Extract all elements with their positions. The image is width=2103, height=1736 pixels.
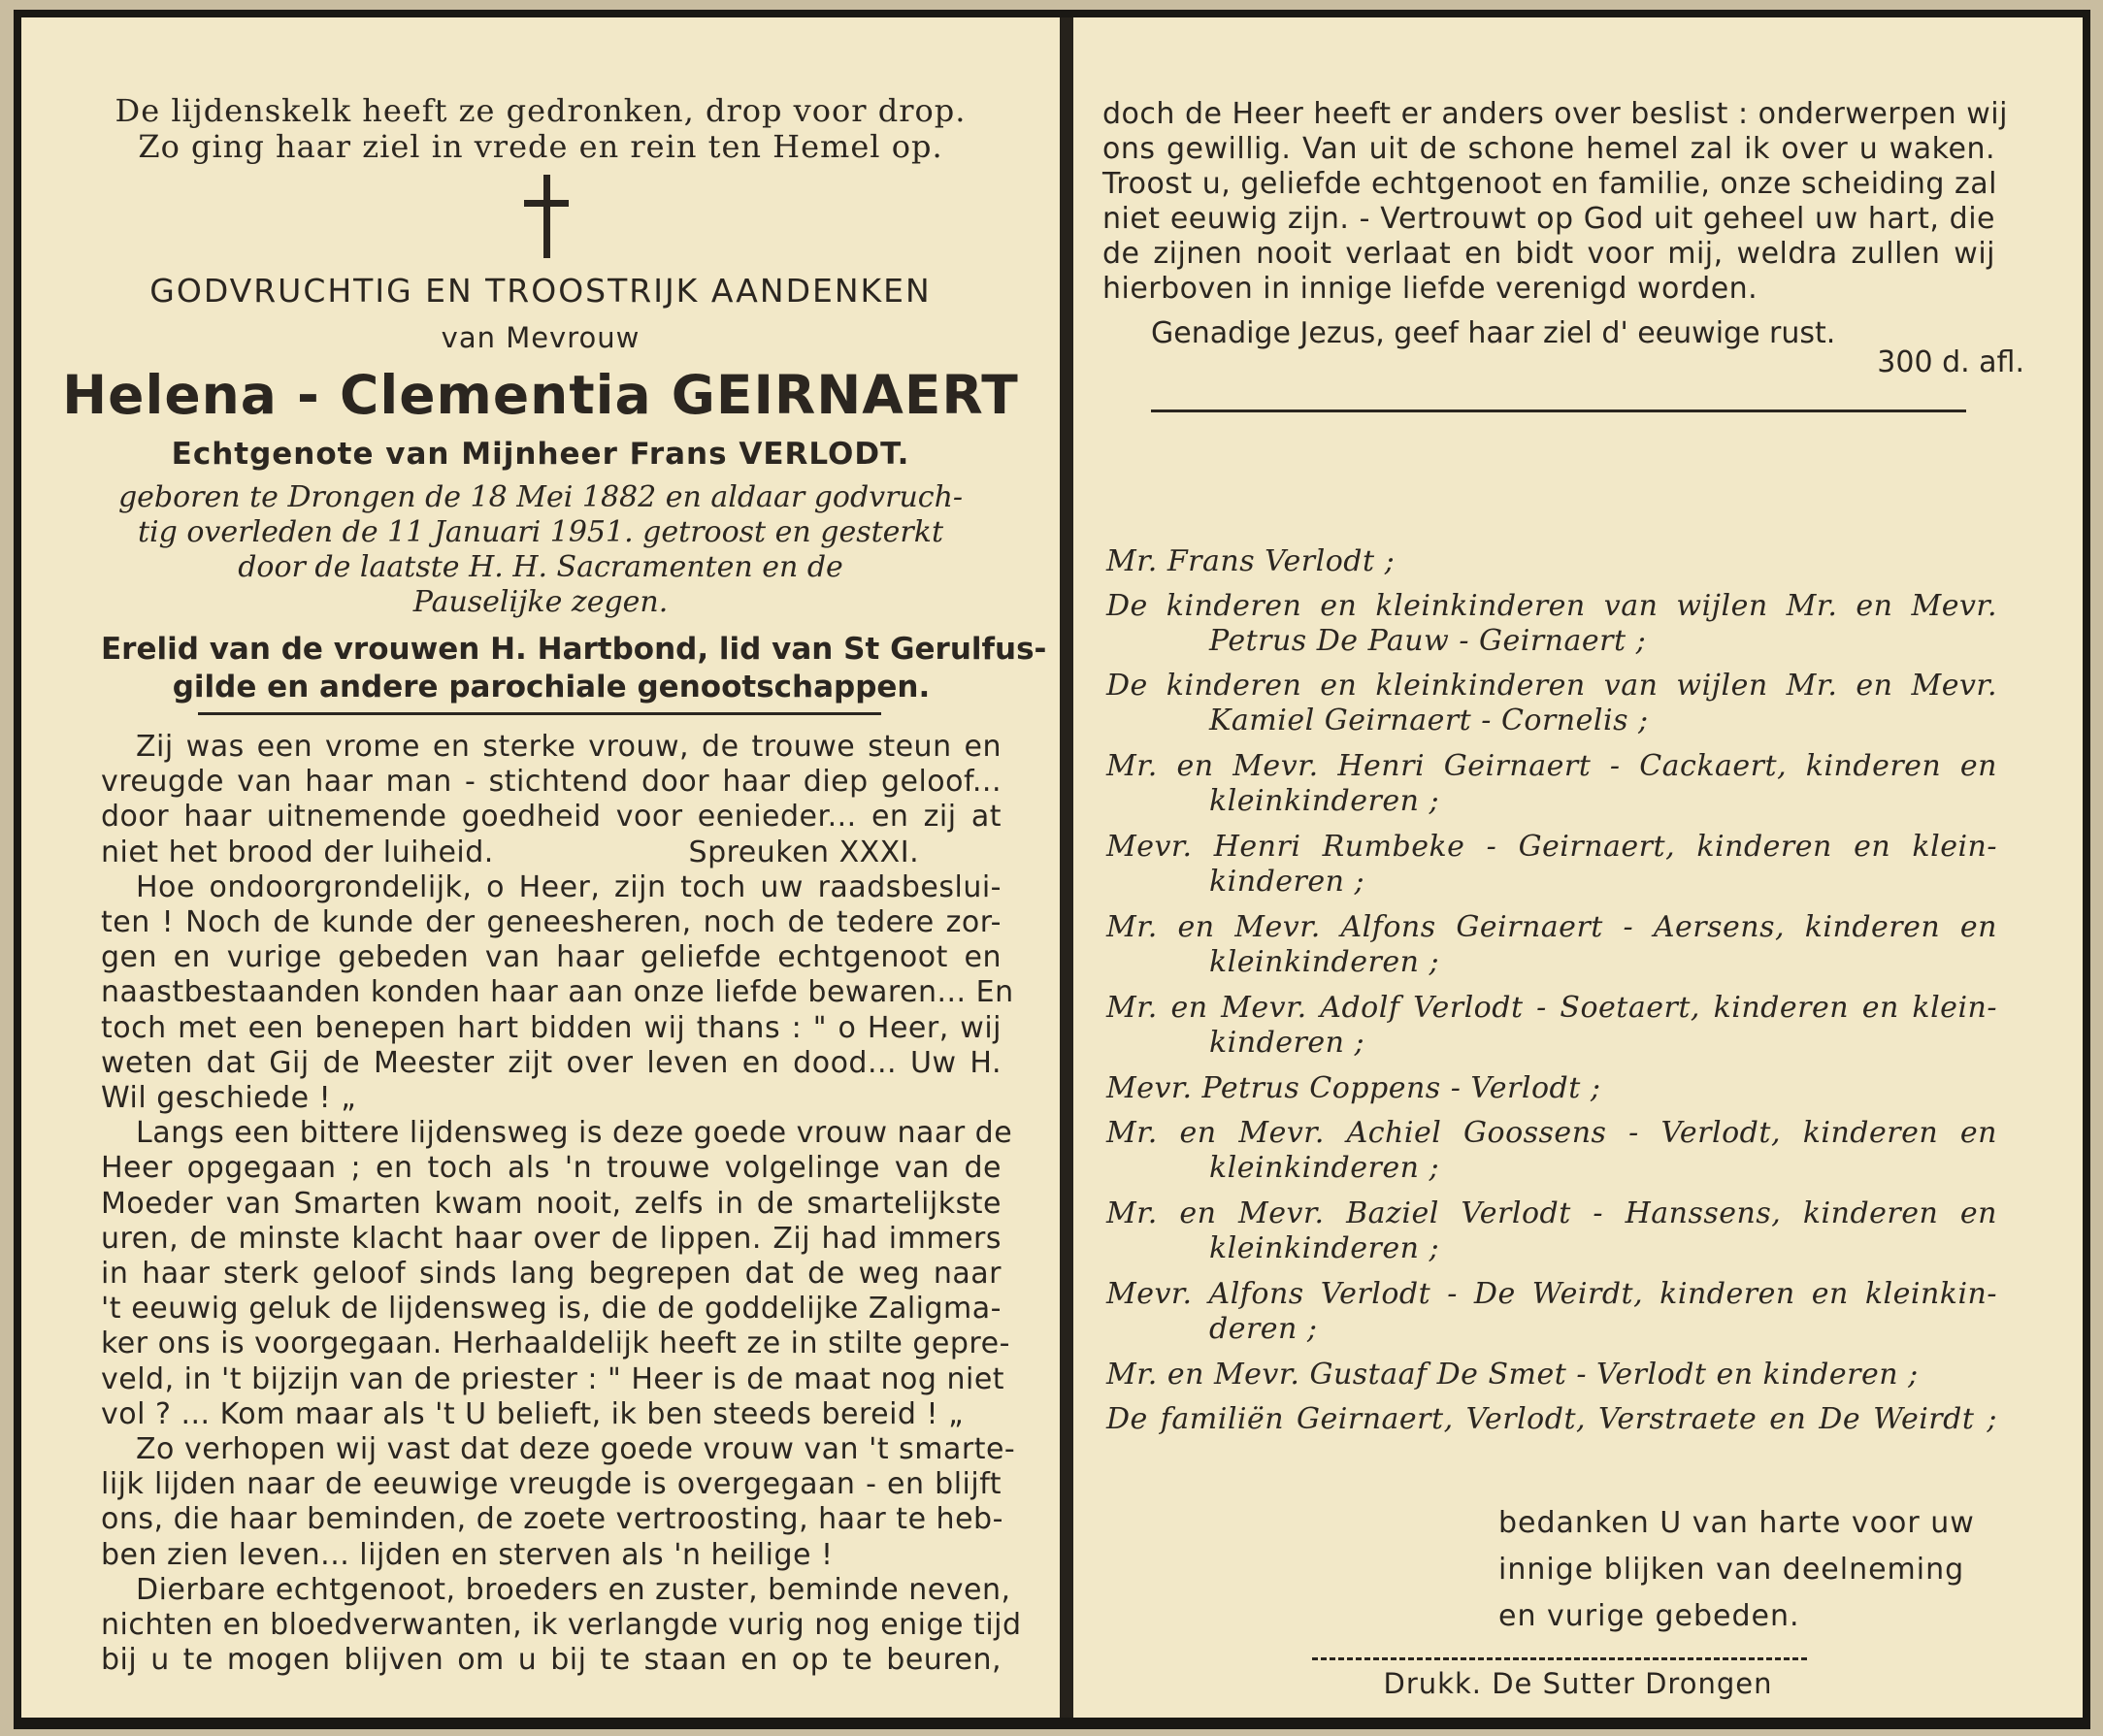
body-line: Langs een bittere lijdensweg is deze goede vrouw naar de xyxy=(136,1116,1013,1151)
family-line: Mevr. Petrus Coppens - Verlodt ; xyxy=(1106,1071,1601,1105)
family-entry xyxy=(1106,1277,1997,1347)
birth-line: door de laatste H. H. Sacramenten en de xyxy=(238,550,843,584)
body-line: lijk lijden naar de eeuwige vreugde is overgegaan - en blijft xyxy=(101,1467,1002,1502)
family-line: Mr. en Mevr. Achiel Goossens - Verlodt, kinderen en xyxy=(1106,1116,1997,1150)
body-line: naastbestaanden konden haar aan onze liefde bewaren... En xyxy=(101,975,1014,1010)
family-line: Petrus De Pauw - Geirnaert ; xyxy=(1209,624,1647,658)
family-line: deren ; xyxy=(1209,1312,1318,1346)
body-line: door haar uitnemende goedheid voor eenieder... en zij at xyxy=(101,800,1002,835)
family-line: Mr. en Mevr. Baziel Verlodt - Hanssens, kinderen en xyxy=(1106,1196,1997,1230)
thanks-text xyxy=(1498,1500,2003,1640)
continued-text xyxy=(1102,97,2008,307)
family-entry xyxy=(1106,910,1997,980)
family-line: Mr. en Mevr. Adolf Verlodt - Soetaert, kinderen en klein- xyxy=(1106,991,1997,1025)
family-line: Mevr. Henri Rumbeke - Geirnaert, kinderen en klein- xyxy=(1106,830,1997,864)
body-line: vreugde van haar man - stichtend door haar diep geloof... xyxy=(101,765,1002,800)
body-line: niet het brood der luiheid. Spreuken XXXI. xyxy=(101,835,920,869)
body-line: weten dat Gij de Meester zijt over leven en dood... Uw H. xyxy=(101,1045,1002,1080)
birth-line: tig overleden de 11 Januari 1951. getroost en gesterkt xyxy=(137,515,943,549)
body-line: niet eeuwig zijn. - Vertrouwt op God uit geheel uw hart, die xyxy=(1102,202,1995,236)
opening-verse xyxy=(60,93,1021,165)
body-line: de zijnen nooit verlaat en bidt voor mij, weldra zullen wij xyxy=(1102,237,1995,271)
verse-line: Zo ging haar ziel in vrede en rein ten Hemel op. xyxy=(138,128,943,165)
body-line: Zo verhopen wij vast dat deze goede vrouw van 't smarte- xyxy=(136,1432,1016,1467)
family-line: Mevr. Alfons Verlodt - De Weirdt, kinderen en kleinkin- xyxy=(1106,1277,1997,1311)
body-line: ons, die haar beminden, de zoete vertroosting, haar te heb- xyxy=(101,1502,1003,1537)
family-entry xyxy=(1106,1196,1997,1266)
right-page xyxy=(1073,17,2083,1718)
body-line: nichten en bloedverwanten, ik verlangde vurig nog enige tijd xyxy=(101,1608,1022,1643)
family-entry xyxy=(1106,1402,1997,1437)
family-entry xyxy=(1106,991,1997,1061)
family-entry xyxy=(1106,1116,1997,1186)
body-line: toch met een benepen hart bidden wij thans : " o Heer, wij xyxy=(101,1010,1002,1045)
verse-line: De lijdenskelk heeft ze gedronken, drop voor drop. xyxy=(115,92,967,129)
birth-death-text xyxy=(101,480,980,620)
family-entry xyxy=(1106,1071,1997,1106)
body-line: bij u te mogen blijven om u bij te staan en op te beuren, xyxy=(101,1643,1002,1678)
family-entry xyxy=(1106,830,1997,900)
family-line: kleinkinderen ; xyxy=(1209,1151,1440,1185)
body-line: in haar sterk geloof sinds lang begrepen dat de weg naar xyxy=(101,1257,1002,1292)
body-line: Wil geschiede ! „ xyxy=(101,1081,357,1116)
body-text xyxy=(101,730,1022,1678)
van-mevrouw: van Mevrouw xyxy=(441,321,641,354)
body-line: Moeder van Smarten kwam nooit, zelfs in de smartelijkste xyxy=(101,1186,1002,1221)
family-line: De kinderen en kleinkinderen van wijlen Mr. en Mevr. xyxy=(1106,589,1997,623)
family-entry xyxy=(1106,589,1997,659)
body-line: Zij was een vrome en sterke vrouw, de trouwe steun en xyxy=(136,730,1002,764)
dashed-rule xyxy=(1312,1657,1807,1660)
prayer-line: Genadige Jezus, geef haar ziel d' eeuwige rust. xyxy=(1151,316,1836,350)
cross-icon xyxy=(524,175,569,258)
birth-line: Pauselijke zegen. xyxy=(412,585,669,619)
family-line: kinderen ; xyxy=(1209,865,1365,899)
deceased-name: Helena - Clementia GEIRNAERT xyxy=(62,364,1019,426)
family-entry xyxy=(1106,544,1997,579)
body-line: uren, de minste klacht haar over de lippen. Zij had immers xyxy=(101,1221,1002,1256)
divider-rule xyxy=(198,712,881,715)
body-line: 't eeuwig geluk de lijdensweg is, die de goddelijke Zaligma- xyxy=(101,1292,1002,1327)
body-line: ker ons is voorgegaan. Herhaaldelijk heeft ze in stilte gepre- xyxy=(101,1327,1010,1361)
thanks-line: innige blijken van deelneming xyxy=(1498,1553,1965,1587)
printer-credit: Drukk. De Sutter Drongen xyxy=(1383,1667,1773,1700)
family-line: Mr. en Mevr. Alfons Geirnaert - Aersens, kinderen en xyxy=(1106,910,1997,944)
family-line: De familiën Geirnaert, Verlodt, Verstraete en De Weirdt ; xyxy=(1106,1402,1997,1436)
body-line: ben zien leven... lijden en sterven als 'n heilige ! xyxy=(101,1537,834,1572)
erelid-line: Erelid van de vrouwen H. Hartbond, lid van St Gerulfus- xyxy=(101,632,1047,667)
body-line: vol ? ... Kom maar als 't U belieft, ik ben steeds bereid ! „ xyxy=(101,1396,965,1431)
family-entry xyxy=(1106,749,1997,819)
family-entry xyxy=(1106,1358,1997,1392)
body-line: ten ! Noch de kunde der geneesheren, noch de tedere zor- xyxy=(101,905,1002,940)
body-line: ons gewillig. Van uit de schone hemel zal ik over u waken. xyxy=(1102,132,1995,166)
thanks-line: bedanken U van harte voor uw xyxy=(1498,1506,1975,1540)
family-line: Mr. en Mevr. Gustaaf De Smet - Verlodt en kinderen ; xyxy=(1106,1358,1919,1392)
spouse-line: Echtgenote van Mijnheer Frans VERLODT. xyxy=(171,437,910,472)
left-page xyxy=(21,17,1060,1718)
erelid-text xyxy=(101,631,1047,706)
body-line: Troost u, geliefde echtgenoot en familie, onze scheiding zal xyxy=(1102,167,1997,201)
family-line: Kamiel Geirnaert - Cornelis ; xyxy=(1209,704,1649,737)
thanks-line: en vurige gebeden. xyxy=(1498,1599,1800,1633)
body-line: gen en vurige gebeden van haar geliefde echtgenoot en xyxy=(101,940,1002,975)
family-line: Mr. Frans Verlodt ; xyxy=(1106,544,1396,578)
memorial-heading: GODVRUCHTIG EN TROOSTRIJK AANDENKEN xyxy=(149,272,932,310)
body-line: hierboven in innige liefde verenigd worden. xyxy=(1102,272,1758,306)
family-line: Mr. en Mevr. Henri Geirnaert - Cackaert, kinderen en xyxy=(1106,749,1997,783)
family-line: kleinkinderen ; xyxy=(1209,784,1440,818)
body-line: doch de Heer heeft er anders over beslist : onderwerpen wij xyxy=(1102,97,2008,131)
divider-rule xyxy=(1151,409,1966,412)
erelid-line: gilde en andere parochiale genootschappen. xyxy=(172,670,931,704)
body-line: Hoe ondoorgrondelijk, o Heer, zijn toch uw raadsbeslui- xyxy=(136,869,1002,904)
body-line: Heer opgegaan ; en toch als 'n trouwe volgelinge van de xyxy=(101,1151,1002,1186)
family-line: kleinkinderen ; xyxy=(1209,945,1440,979)
body-line: Dierbare echtgenoot, broeders en zuster, beminde neven, xyxy=(136,1572,1011,1607)
family-line: De kinderen en kleinkinderen van wijlen Mr. en Mevr. xyxy=(1106,669,1997,703)
family-entry xyxy=(1106,669,1997,738)
memorial-card xyxy=(14,10,2090,1729)
body-line: veld, in 't bijzijn van de priester : " Heer is de maat nog niet xyxy=(101,1361,1005,1396)
indulgence-note: 300 d. afl. xyxy=(1877,345,2024,379)
family-line: kleinkinderen ; xyxy=(1209,1231,1440,1265)
card-fold xyxy=(1060,17,1073,1718)
birth-line: geboren te Drongen de 18 Mei 1882 en aldaar godvruch- xyxy=(117,480,964,514)
family-line: kinderen ; xyxy=(1209,1026,1365,1060)
